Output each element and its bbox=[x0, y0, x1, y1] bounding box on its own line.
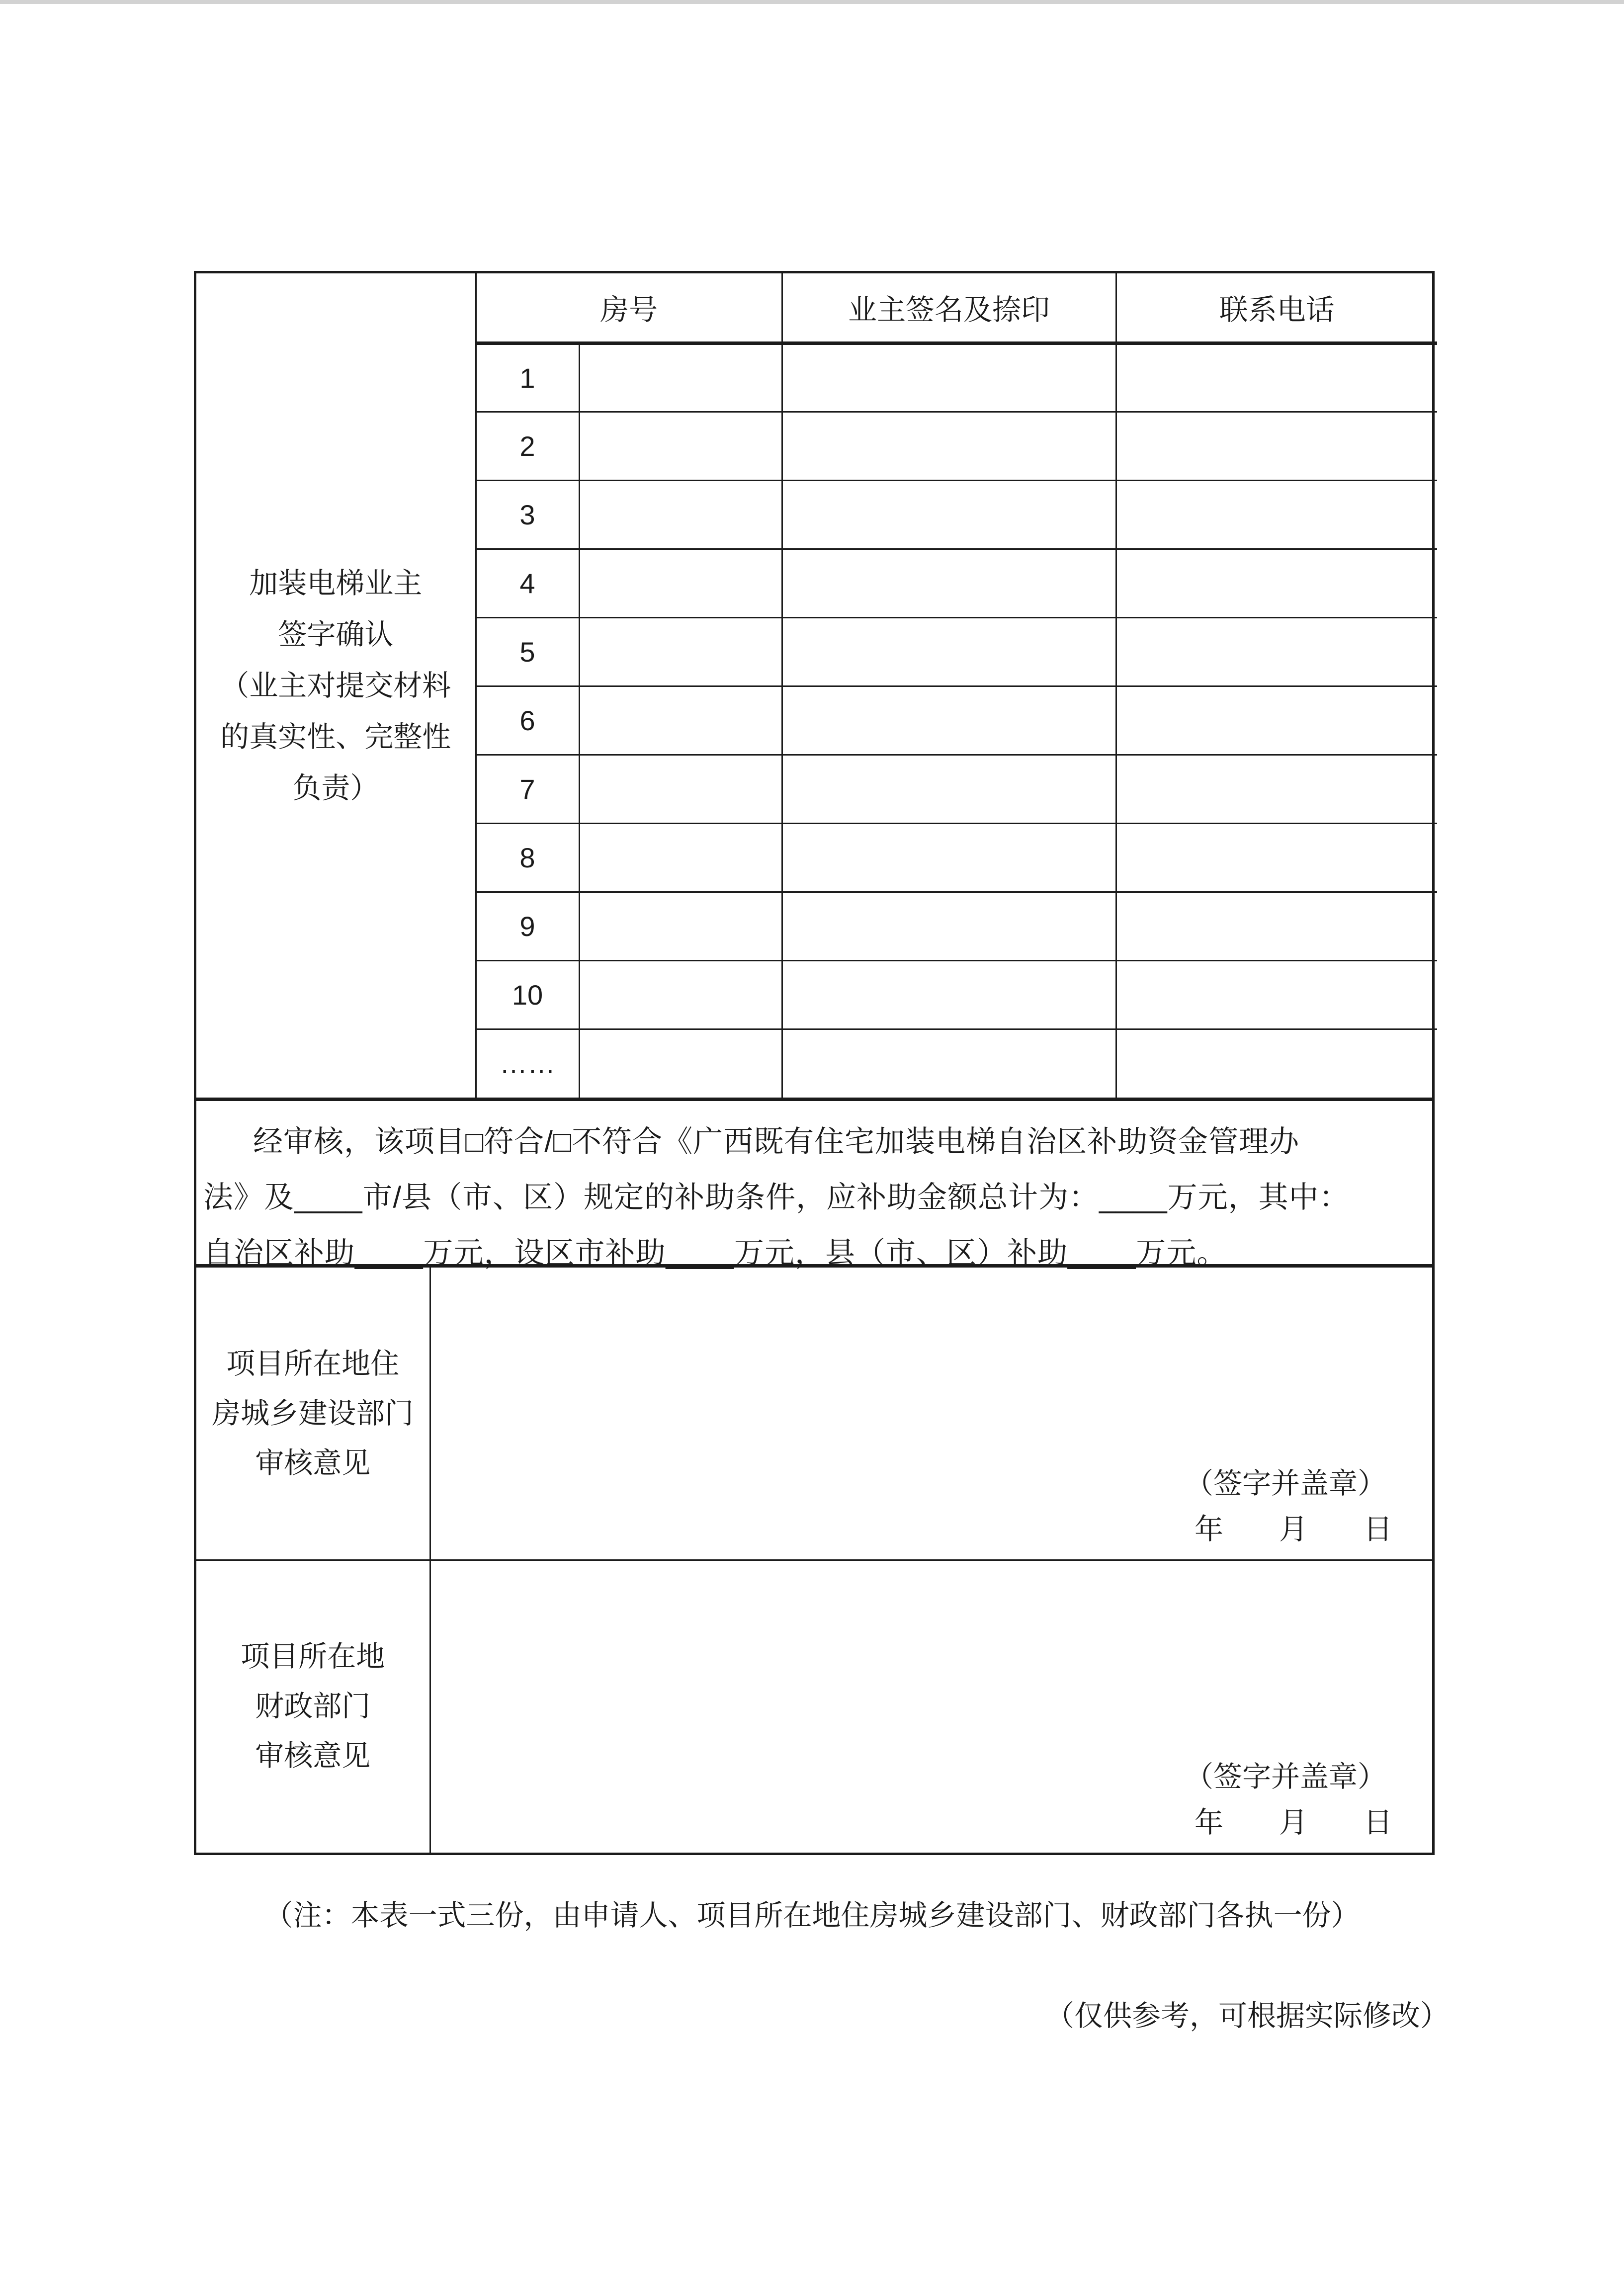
owner-label-line: 加装电梯业主 bbox=[249, 567, 423, 599]
subsidy-review-form-table bbox=[194, 271, 1435, 1855]
owner-signature-blank-cell bbox=[782, 960, 1116, 1029]
signature-table-body bbox=[196, 273, 1437, 1098]
room-no-blank-cell bbox=[579, 892, 782, 960]
room-no-blank-cell bbox=[579, 343, 782, 412]
row-number-cell: …… bbox=[476, 1029, 579, 1098]
row-number-cell: 7 bbox=[476, 755, 579, 823]
room-no-blank-cell bbox=[579, 755, 782, 823]
review-paragraph-line-1: 经审核，该项目□符合/□不符合《广西既有住宅加装电梯自治区补助资金管理办 bbox=[253, 1125, 1300, 1158]
signature-header-row bbox=[196, 273, 1437, 343]
housing-dept-label-line: 审核意见 bbox=[255, 1446, 371, 1479]
column-header-room-no: 房号 bbox=[476, 273, 782, 343]
phone-blank-cell bbox=[1116, 480, 1437, 549]
finance-dept-review-row bbox=[196, 1560, 1432, 1853]
row-number-cell: 6 bbox=[476, 686, 579, 755]
room-no-blank-cell bbox=[579, 1029, 782, 1098]
room-no-blank-cell bbox=[579, 960, 782, 1029]
owner-signature-blank-cell bbox=[782, 480, 1116, 549]
row-number-cell: 9 bbox=[476, 892, 579, 960]
finance-dept-label-line: 财政部门 bbox=[255, 1690, 371, 1723]
review-paragraph-line-3: 自治区补助____万元，设区市补助____万元，县（市、区）补助____万元。 bbox=[203, 1236, 1227, 1270]
owner-label-line: 负责） bbox=[292, 771, 379, 804]
room-no-blank-cell bbox=[579, 480, 782, 549]
review-paragraph-line-2: 法》及____市/县（市、区）规定的补助条件，应补助金额总计为：____万元，其中： bbox=[203, 1181, 1350, 1214]
owner-signature-blank-cell bbox=[782, 412, 1116, 480]
room-no-blank-cell bbox=[579, 549, 782, 617]
day-label: 日 bbox=[1363, 1806, 1392, 1839]
owner-signature-blank-cell bbox=[782, 823, 1116, 892]
phone-blank-cell bbox=[1116, 617, 1437, 686]
row-number-cell: 3 bbox=[476, 480, 579, 549]
row-number-cell: 10 bbox=[476, 960, 579, 1029]
housing-dept-label bbox=[196, 1266, 430, 1560]
owner-confirmation-label bbox=[196, 273, 476, 1098]
month-label: 月 bbox=[1279, 1513, 1308, 1545]
day-label: 日 bbox=[1363, 1513, 1392, 1545]
phone-blank-cell bbox=[1116, 892, 1437, 960]
phone-blank-cell bbox=[1116, 412, 1437, 480]
finance-dept-label-line: 项目所在地 bbox=[241, 1640, 385, 1673]
row-number-cell: 5 bbox=[476, 617, 579, 686]
owner-signature-blank-cell bbox=[782, 755, 1116, 823]
room-no-blank-cell bbox=[579, 412, 782, 480]
housing-dept-label-line: 房城乡建设部门 bbox=[212, 1397, 414, 1430]
owner-signature-table bbox=[196, 273, 1437, 1098]
owner-label-line: （业主对提交材料 bbox=[220, 669, 451, 702]
owner-label-line: 的真实性、完整性 bbox=[220, 720, 451, 753]
department-review-table bbox=[196, 1264, 1432, 1853]
column-header-phone: 联系电话 bbox=[1116, 273, 1437, 343]
owner-signature-blank-cell bbox=[782, 617, 1116, 686]
room-no-blank-cell bbox=[579, 686, 782, 755]
phone-blank-cell bbox=[1116, 686, 1437, 755]
phone-blank-cell bbox=[1116, 755, 1437, 823]
housing-dept-review-row bbox=[196, 1266, 1432, 1560]
finance-dept-label bbox=[196, 1560, 430, 1853]
housing-sign-seal-hint: （签字并盖章） bbox=[1184, 1467, 1386, 1500]
housing-dept-opinion-cell bbox=[430, 1266, 1432, 1560]
room-no-blank-cell bbox=[579, 823, 782, 892]
owner-signature-blank-cell bbox=[782, 549, 1116, 617]
phone-blank-cell bbox=[1116, 343, 1437, 412]
phone-blank-cell bbox=[1116, 549, 1437, 617]
column-header-owner-signature: 业主签名及捺印 bbox=[782, 273, 1116, 343]
copies-note: （注：本表一式三份，由申请人、项目所在地住房城乡建设部门、财政部门各执一份） bbox=[264, 1899, 1360, 1932]
reference-only-note: （仅供参考，可根据实际修改） bbox=[1045, 2000, 1449, 2032]
owner-signature-blank-cell bbox=[782, 686, 1116, 755]
housing-dept-label-line: 项目所在地住 bbox=[226, 1347, 400, 1380]
owner-label-line: 签字确认 bbox=[278, 618, 394, 651]
owner-signature-blank-cell bbox=[782, 343, 1116, 412]
review-result-paragraph bbox=[196, 1098, 1432, 1270]
phone-blank-cell bbox=[1116, 1029, 1437, 1098]
row-number-cell: 8 bbox=[476, 823, 579, 892]
row-number-cell: 1 bbox=[476, 343, 579, 412]
page-top-scan-edge bbox=[0, 0, 1624, 4]
row-number-cell: 2 bbox=[476, 412, 579, 480]
phone-blank-cell bbox=[1116, 823, 1437, 892]
finance-dept-label-line: 审核意见 bbox=[255, 1740, 371, 1773]
finance-dept-opinion-cell bbox=[430, 1560, 1432, 1853]
housing-date-line bbox=[431, 1507, 1393, 1552]
room-no-blank-cell bbox=[579, 617, 782, 686]
finance-date-line bbox=[431, 1800, 1393, 1846]
year-label: 年 bbox=[1194, 1806, 1223, 1839]
owner-signature-blank-cell bbox=[782, 1029, 1116, 1098]
row-number-cell: 4 bbox=[476, 549, 579, 617]
year-label: 年 bbox=[1194, 1513, 1223, 1545]
finance-sign-seal-hint: （签字并盖章） bbox=[1184, 1760, 1386, 1793]
owner-signature-blank-cell bbox=[782, 892, 1116, 960]
phone-blank-cell bbox=[1116, 960, 1437, 1029]
month-label: 月 bbox=[1279, 1806, 1308, 1839]
